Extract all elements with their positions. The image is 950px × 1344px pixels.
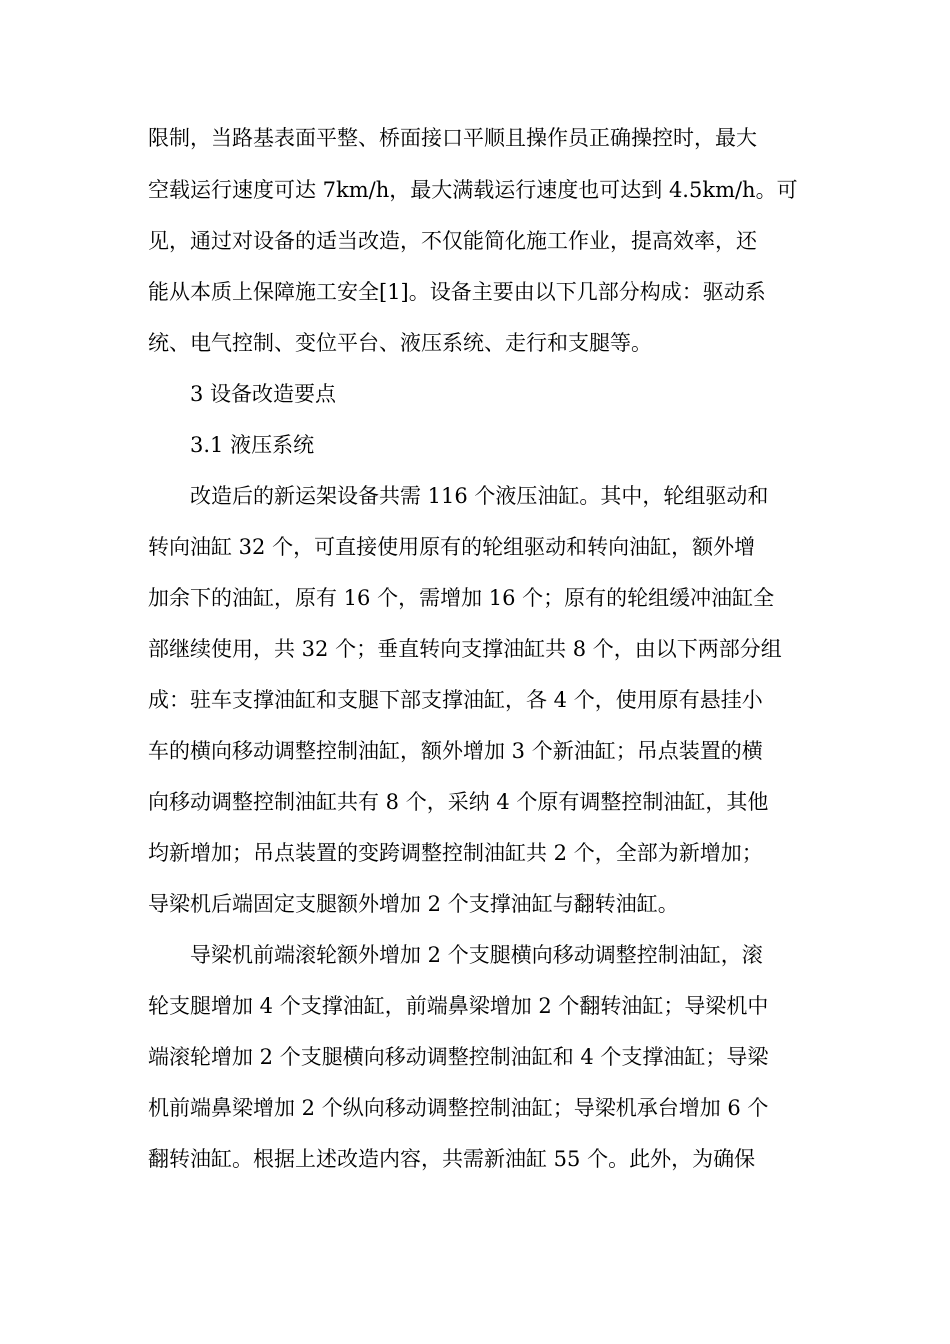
text-line: 翻转油缸。根据上述改造内容，共需新油缸 55 个。此外，为确保 — [148, 1147, 756, 1171]
text-line: 端滚轮增加 2 个支腿横向移动调整控制油缸和 4 个支撑油缸；导梁 — [148, 1045, 769, 1069]
text-line: 导梁机后端固定支腿额外增加 2 个支撑油缸与翻转油缸。 — [148, 892, 679, 916]
text-line: 改造后的新运架设备共需 116 个液压油缸。其中，轮组驱动和 — [190, 484, 769, 508]
text-line: 均新增加；吊点装置的变跨调整控制油缸共 2 个，全部为新增加； — [148, 841, 763, 865]
text-line: 导梁机前端滚轮额外增加 2 个支腿横向移动调整控制油缸，滚 — [190, 943, 763, 967]
subsection-heading: 3.1 液压系统 — [190, 433, 315, 457]
text-line: 轮支腿增加 4 个支撑油缸，前端鼻梁增加 2 个翻转油缸；导梁机中 — [148, 994, 769, 1018]
text-line: 空载运行速度可达 7km/h，最大满载运行速度也可达到 4.5km/h。可 — [148, 178, 798, 202]
text-line: 加余下的油缸，原有 16 个，需增加 16 个；原有的轮组缓冲油缸全 — [148, 586, 775, 610]
text-line: 部继续使用，共 32 个；垂直转向支撑油缸共 8 个，由以下两部分组 — [148, 637, 782, 661]
text-line: 转向油缸 32 个，可直接使用原有的轮组驱动和转向油缸，额外增 — [148, 535, 756, 559]
text-line: 成：驻车支撑油缸和支腿下部支撑油缸，各 4 个，使用原有悬挂小 — [148, 688, 763, 712]
text-line: 能从本质上保障施工安全[1]。设备主要由以下几部分构成：驱动系 — [148, 280, 766, 304]
text-line: 车的横向移动调整控制油缸，额外增加 3 个新油缸；吊点装置的横 — [148, 739, 763, 763]
text-line: 限制，当路基表面平整、桥面接口平顺且操作员正确操控时，最大 — [148, 126, 757, 150]
text-line: 统、电气控制、变位平台、液压系统、走行和支腿等。 — [148, 331, 652, 355]
text-line: 向移动调整控制油缸共有 8 个，采纳 4 个原有调整控制油缸，其他 — [148, 790, 769, 814]
text-line: 机前端鼻梁增加 2 个纵向移动调整控制油缸；导梁机承台增加 6 个 — [148, 1096, 769, 1120]
text-line: 见，通过对设备的适当改造，不仅能简化施工作业，提高效率，还 — [148, 229, 757, 253]
section-heading: 3 设备改造要点 — [190, 382, 337, 406]
